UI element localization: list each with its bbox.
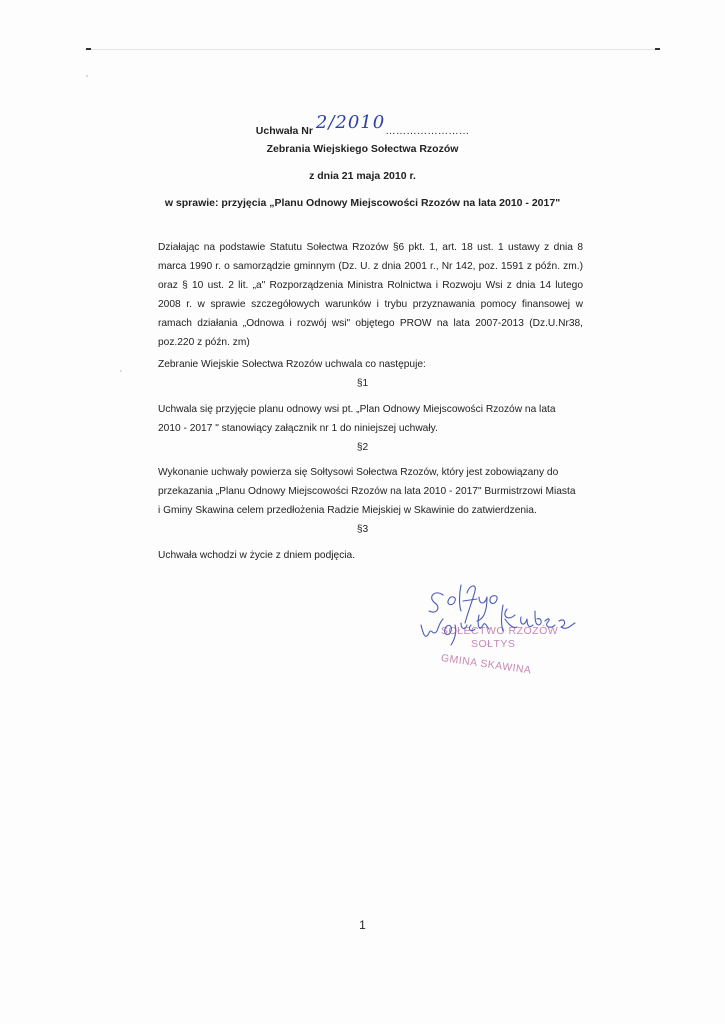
paragraph-line: poz.220 z późn. zm) xyxy=(158,337,250,348)
handwritten-signature xyxy=(405,575,595,685)
subject-heading: w sprawie: przyjęcia „Planu Odnowy Miejscowości Rzozów na lata 2010 - 2017" xyxy=(164,197,561,209)
paragraph-line: oraz § 10 ust. 2 lit. „a" Rozporządzenia Ministra Rolnictwa i Rozwoju Wsi z dnia 14 lutego xyxy=(158,280,583,291)
paragraph-line: i Gminy Skawina celem przedłożenia Radzie Miejskiej w Skawinie do zatwierdzenia. xyxy=(158,505,537,516)
paragraph-line: marca 1990 r. o samorządzie gminnym (Dz. U. z dnia 2001 r., Nr 142, poz. 1591 z późn. zm.) xyxy=(158,261,583,272)
paragraph-line: Uchwała wchodzi w życie z dniem podjęcia. xyxy=(158,550,356,561)
section-3-text xyxy=(158,546,583,565)
resolution-number-dots: 2/2010…………………… xyxy=(315,112,470,137)
scan-mark-right xyxy=(655,48,660,50)
paragraph-line: Działając na podstawie Statutu Sołectwa Rzozów §6 pkt. 1, art. 18 ust. 1 ustawy z dnia 8 xyxy=(158,242,583,253)
handwritten-resolution-number: 2/2010 xyxy=(315,112,386,133)
page-number: 1 xyxy=(359,918,366,932)
scan-speck xyxy=(120,370,122,372)
legal-basis-paragraph xyxy=(158,238,583,352)
organization-heading: Zebrania Wiejskiego Sołectwa Rzozów xyxy=(266,143,459,155)
section-label-3: §3 xyxy=(356,524,369,535)
declaration-paragraph: Zebranie Wiejskie Sołectwa Rzozów uchwala co następuje: xyxy=(158,359,426,370)
stamp-line: GMINA SKAWINA xyxy=(440,652,533,677)
section-1-text xyxy=(158,400,583,438)
stamp-line: SOŁECTWO RZOZÓW xyxy=(441,625,559,637)
section-label-1: §1 xyxy=(356,378,369,389)
scan-speck xyxy=(86,75,88,77)
section-2-text xyxy=(158,463,583,520)
paragraph-line: Wykonanie uchwały powierza się Sołtysowi Sołectwa Rzozów, który jest zobowiązany do xyxy=(158,467,559,478)
paragraph-line: ramach działania „Odnowa i rozwój wsi" objętego PROW na lata 2007-2013 (Dz.U.Nr38, xyxy=(158,318,583,329)
scan-mark-left xyxy=(86,48,91,50)
paragraph-line: Uchwala się przyjęcie planu odnowy wsi pt. „Plan Odnowy Miejscowości Rzozów na lata xyxy=(158,404,556,415)
paragraph-line: 2008 r. w sprawie szczegółowych warunków i trybu przyznawania pomocy finansowej w xyxy=(158,299,583,310)
section-label-2: §2 xyxy=(356,442,369,453)
paragraph-line: 2010 - 2017 " stanowiący załącznik nr 1 do niniejszej uchwały. xyxy=(158,423,438,434)
resolution-title-prefix: Uchwała Nr xyxy=(255,125,316,137)
paragraph-line: przekazania „Planu Odnowy Miejscowości Rzozów na lata 2010 - 2017" Burmistrzowi Miasta xyxy=(158,486,576,497)
signature-block xyxy=(405,575,595,685)
scan-edge-line xyxy=(88,49,660,50)
resolution-title xyxy=(0,112,725,139)
stamp-line: SOŁTYS xyxy=(471,638,516,650)
date-heading: z dnia 21 maja 2010 r. xyxy=(309,170,416,182)
